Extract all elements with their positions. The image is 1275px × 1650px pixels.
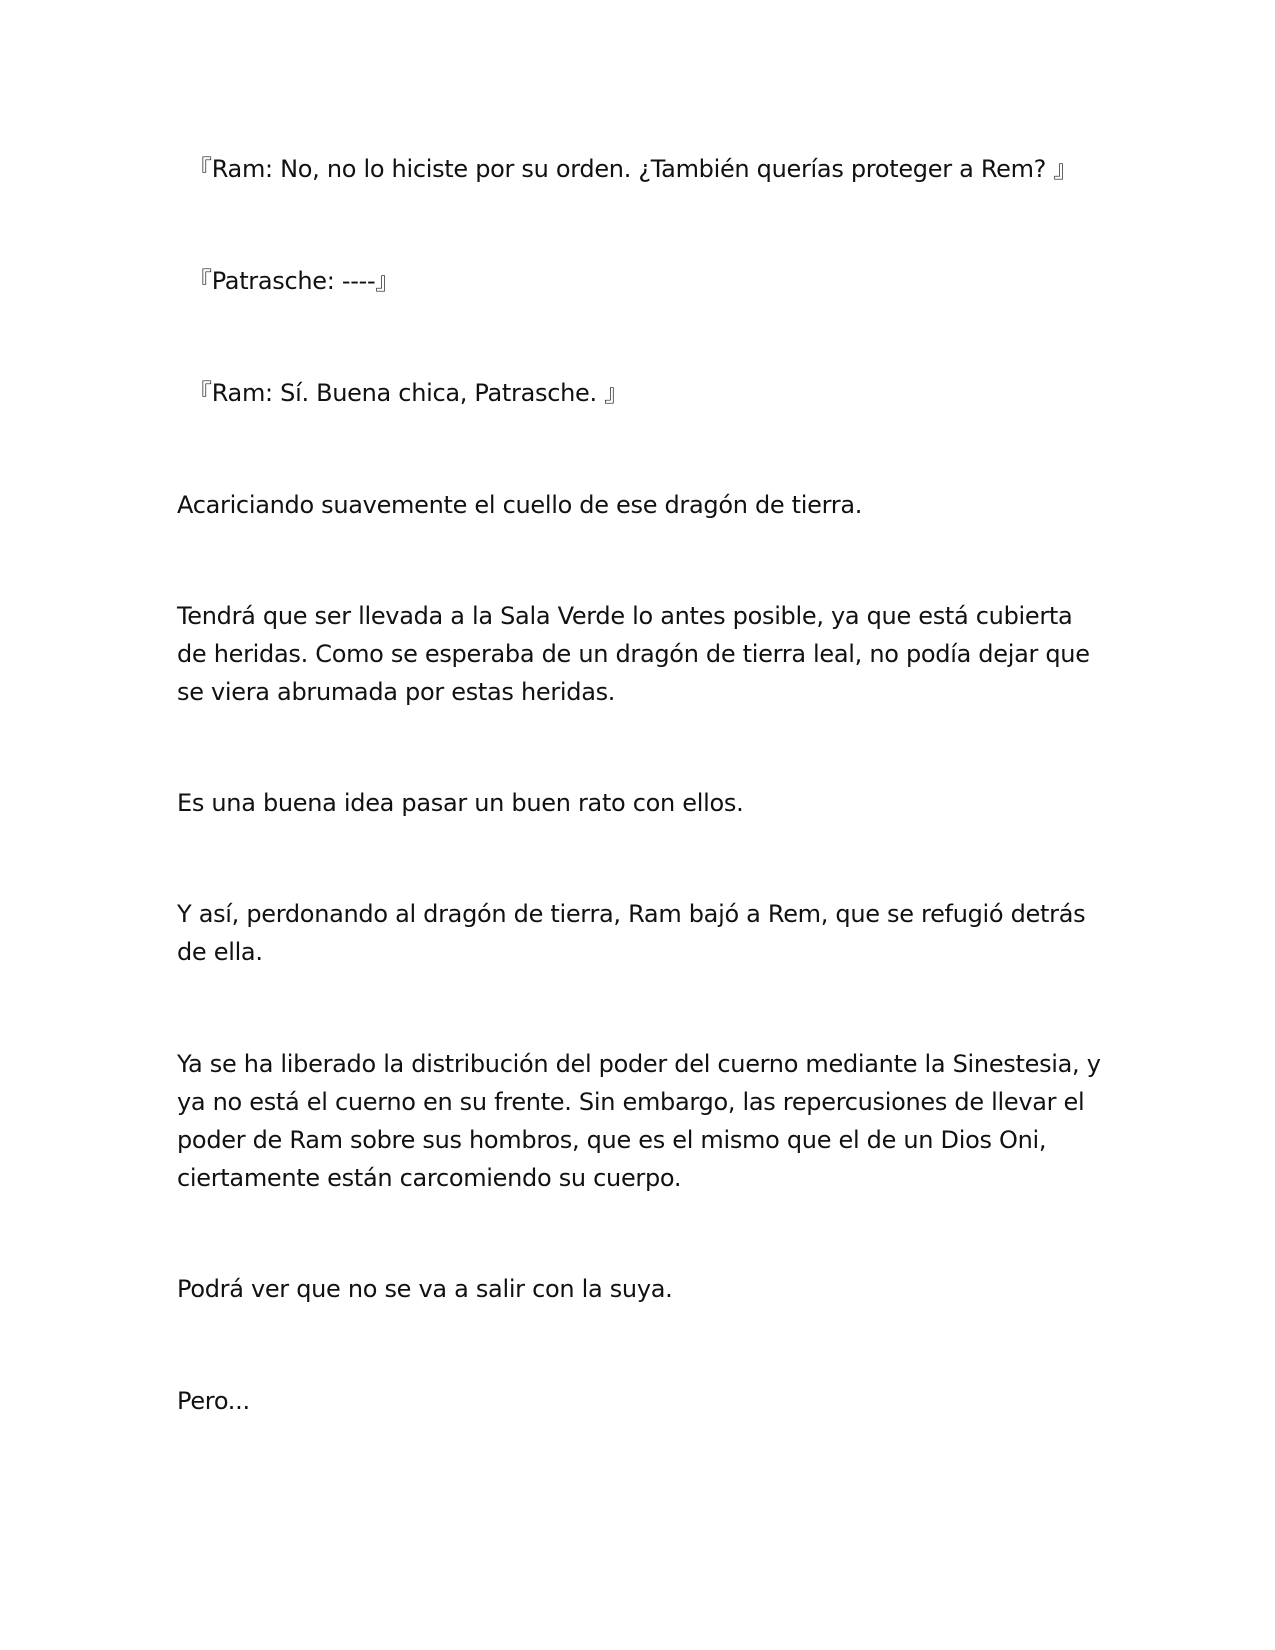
dialogue-ram-praise: 『Ram: Sí. Buena chica, Patrasche. 』 [188,379,628,407]
paragraph-horn-power: Ya se ha liberado la distribución del poder del cuerno mediante la Sinestesia, y ya no está el cuerno en su frente. Sin embargo, las repercusiones de llevar el poder de Ram sobre sus hombros, que es el mismo que el de un Dios Oni, ciertamente están carcomiendo su cuerpo. [177,1050,1101,1192]
paragraph-no-way: Podrá ver que no se va a salir con la suya. [177,1275,673,1303]
paragraph-good-idea: Es una buena idea pasar un buen rato con ellos. [177,789,744,817]
paragraph-forgiving: Y así, perdonando al dragón de tierra, Ram bajó a Rem, que se refugió detrás de ella. [177,900,1086,966]
paragraph-but: Pero... [177,1387,250,1415]
dialogue-ram-question: 『Ram: No, no lo hiciste por su orden. ¿También querías proteger a Rem? 』 [188,155,1078,183]
paragraph-caress: Acariciando suavemente el cuello de ese dragón de tierra. [177,491,863,519]
dialogue-patrasche: 『Patrasche: ----』 [188,267,400,295]
paragraph-green-room: Tendrá que ser llevada a la Sala Verde lo antes posible, ya que está cubierta de heridas. Como se esperaba de un dragón de tierra leal, no podía dejar que se viera abrumada por estas heridas. [177,602,1090,706]
